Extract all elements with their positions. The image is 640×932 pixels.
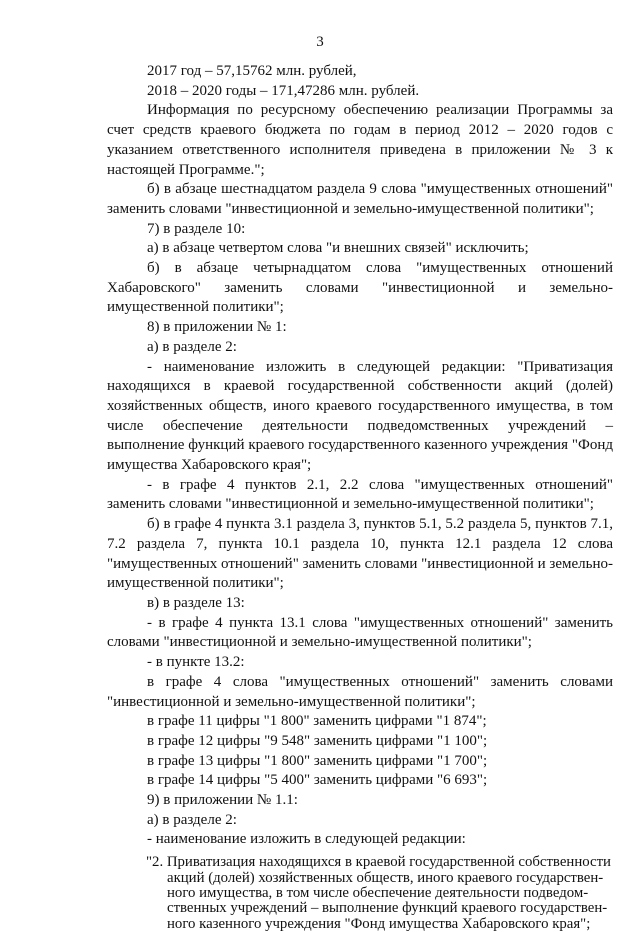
paragraph: - в графе 4 пункта 13.1 слова "имущественных отношений" заменить словами "инвестиционной и земельно-имущественной политики"; [107, 614, 613, 651]
paragraph: - наименование изложить в следующей редакции: [147, 831, 466, 848]
quote-line: ного имущества, в том числе обеспечение деятельности подведом- [167, 884, 589, 901]
paragraph: в графе 4 слова "имущественных отношений" заменить словами "инвестиционной и земельно-имущественной политики"; [107, 673, 613, 710]
document-body [107, 62, 613, 932]
paragraph: 2017 год – 57,15762 млн. рублей, [147, 63, 357, 79]
paragraph: 8) в приложении № 1: [147, 319, 287, 336]
paragraph: в графе 12 цифры "9 548" заменить цифрами "1 100"; [147, 732, 488, 749]
paragraph: - наименование изложить в следующей редакции: "Приватизация находящихся в краевой государственной собственности акций (долей) хозяйственных обществ, иного краевого государственного имущества, в том числе обеспечение деятельности подведомственных учреждений – выполнение функций краевого государственного казенного учреждения "Фонд имущества Хабаровского края"; [107, 358, 613, 474]
paragraph: в графе 13 цифры "1 800" заменить цифрами "1 700"; [147, 752, 488, 769]
paragraph: б) в абзаце шестнадцатом раздела 9 слова "имущественных отношений" заменить словами "инвестиционной и земельно-имущественной политики"; [107, 181, 613, 217]
paragraph: а) в разделе 2: [147, 338, 237, 355]
paragraph: - в пункте 13.2: [147, 654, 245, 671]
paragraph: 9) в приложении № 1.1: [147, 792, 298, 809]
paragraph: а) в абзаце четвертом слова "и внешних связей" исключить; [147, 240, 529, 257]
paragraph: 7) в разделе 10: [147, 220, 246, 237]
paragraph: в графе 11 цифры "1 800" заменить цифрами "1 874"; [147, 713, 487, 730]
paragraph: в графе 14 цифры "5 400" заменить цифрами "6 693"; [147, 772, 488, 789]
paragraph: 2018 – 2020 годы – 171,47286 млн. рублей. [147, 82, 420, 99]
paragraph: б) в абзаце четырнадцатом слова "имущественных отношений Хабаровского" заменить словами "инвестиционной и земельно-имущественной политики"; [107, 260, 613, 316]
quote-line: "2. Приватизация находящихся в краевой государственной собственности [146, 854, 611, 871]
quote-line: акций (долей) хозяйственных обществ, иного краевого государствен- [167, 869, 604, 886]
paragraph: в) в разделе 13: [147, 594, 245, 611]
paragraph: - в графе 4 пунктов 2.1, 2.2 слова "имущественных отношений" заменить словами "инвестиционной и земельно-имущественной политики"; [107, 476, 613, 513]
quote-line: ного казенного учреждения "Фонд имущества Хабаровского края"; [167, 915, 591, 932]
page-number: 3 [316, 34, 324, 50]
quote-line: ственных учреждений – выполнение функций краевого государствен- [167, 900, 608, 917]
paragraph: а) в разделе 2: [147, 811, 237, 828]
quoted-section-title [146, 855, 613, 932]
paragraph: Информация по ресурсному обеспечению реализации Программы за счет средств краевого бюджета по годам в период 2012 – 2020 годов с указанием ответственного исполнителя приведена в приложении № 3 к настоящей Программе."; [107, 102, 613, 178]
paragraph: б) в графе 4 пункта 3.1 раздела 3, пунктов 5.1, 5.2 раздела 5, пунктов 7.1, 7.2 раздела 7, пункта 10.1 раздела 10, пункта 12.1 раздела 12 слова "имущественных отношений" заменить словами "инвестиционной и земельно-имущественной политики"; [107, 516, 613, 592]
